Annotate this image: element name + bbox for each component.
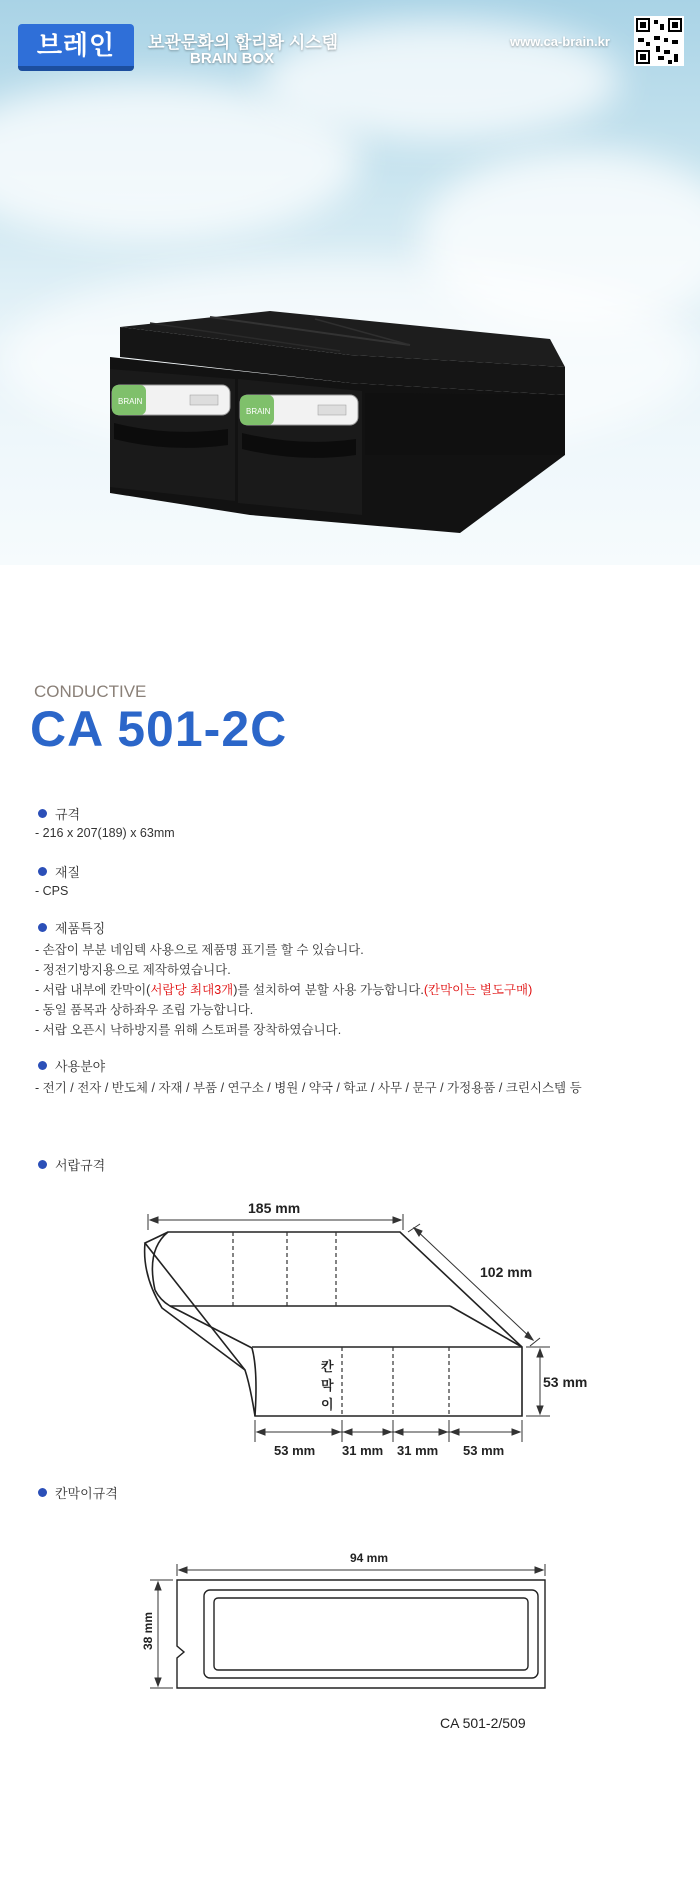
feature-highlight: (칸막이는 별도구매) (423, 983, 533, 997)
drawer-spec-heading: 서랍규격 (38, 1155, 105, 1174)
drawer-dimension-diagram (0, 1190, 700, 1470)
feature-highlight: 서랍당 최대3개 (150, 983, 234, 997)
qr-code-icon[interactable] (634, 16, 684, 66)
product-title: CA 501-2C (30, 701, 288, 757)
bullet-icon (38, 809, 47, 818)
divider-height-label: 38 mm (141, 1611, 155, 1650)
segment-label: 53 mm (274, 1443, 316, 1458)
drawer-width-label: 185 mm (248, 1200, 301, 1216)
hero-banner (0, 0, 700, 565)
spec-material-value: - CPS (35, 884, 69, 898)
bullet-icon (38, 867, 47, 876)
spec-size-value: - 216 x 207(189) x 63mm (35, 826, 175, 840)
feature-text: )를 설치하여 분할 사용 가능합니다. (233, 983, 424, 997)
bullet-icon (38, 1488, 47, 1497)
spec-material-heading: 재질 (38, 862, 80, 881)
drawer-height-label: 53 mm (543, 1374, 588, 1390)
feature-item: - 서랍 오픈시 낙하방지를 위해 스토퍼를 장착하였습니다. (35, 1023, 342, 1037)
feature-text: - 서랍 내부에 칸막이( (35, 983, 151, 997)
drawer-depth-label: 102 mm (480, 1264, 533, 1280)
segment-label: 31 mm (397, 1443, 439, 1458)
tagline-english: BRAIN BOX (190, 50, 275, 67)
spec-features-heading: 제품특징 (38, 918, 105, 937)
divider-label: 칸 (321, 1359, 334, 1374)
feature-item: - 동일 품목과 상하좌우 조립 가능합니다. (35, 1003, 254, 1017)
divider-width-label: 94 mm (350, 1551, 389, 1565)
spec-size-heading: 규격 (38, 804, 80, 823)
product-photo (110, 305, 580, 545)
website-link[interactable]: www.ca-brain.kr (510, 34, 610, 49)
spec-usage-value: - 전기 / 전자 / 반도체 / 자재 / 부품 / 연구소 / 병원 / 약국 / 학교 / 사무 / 문구 / 가정용품 / 크린시스템 등 (35, 1081, 582, 1095)
product-subtitle: CONDUCTIVE (34, 682, 147, 701)
bullet-icon (38, 923, 47, 932)
divider-label: 이 (321, 1397, 334, 1412)
feature-item: - 정전기방지용으로 제작하였습니다. (35, 963, 231, 977)
divider-model-caption: CA 501-2/509 (440, 1715, 526, 1731)
feature-item (35, 980, 532, 998)
divider-dimension-diagram (0, 1540, 700, 1760)
segment-label: 31 mm (342, 1443, 384, 1458)
tagline-korean: 보관문화의 합리화 시스템 (148, 33, 339, 52)
spec-usage-heading: 사용분야 (38, 1056, 105, 1075)
feature-item: - 손잡이 부분 네임텍 사용으로 제품명 표기를 할 수 있습니다. (35, 943, 364, 957)
bullet-icon (38, 1061, 47, 1070)
drawer-label-right: BRAIN (246, 407, 271, 416)
divider-spec-heading: 칸막이규격 (38, 1483, 118, 1502)
divider-label: 막 (321, 1378, 334, 1393)
drawer-label-left: BRAIN (118, 397, 143, 406)
bullet-icon (38, 1160, 47, 1169)
segment-label: 53 mm (463, 1443, 505, 1458)
brand-logo[interactable]: 브레인 (18, 24, 134, 71)
